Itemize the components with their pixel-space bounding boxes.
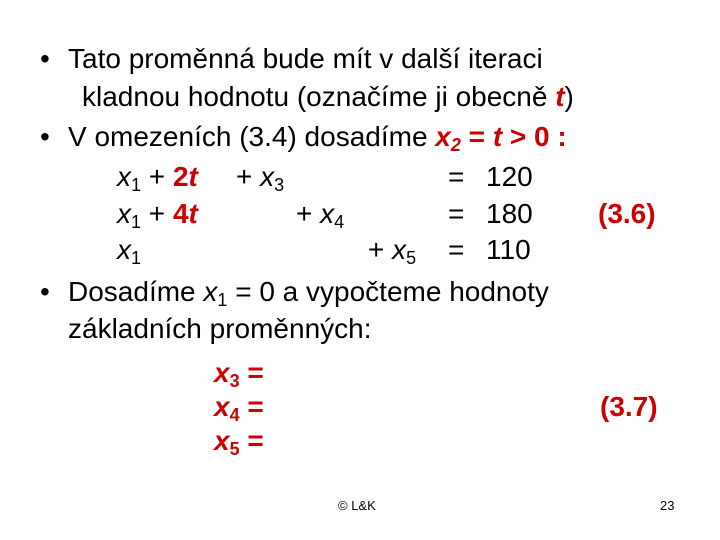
eq36-row1-term: + $x_3$ [236,161,285,195]
variable-t: t [555,81,565,112]
eq37-x4: $x_4$ = [214,391,264,425]
bullet-marker-2: • [40,121,50,152]
equals-sign: = [460,121,493,152]
variable-x2: $x_2$ [435,121,461,155]
eq36-row1-equals: = [448,161,465,192]
eq36-row2-equals: = [448,198,465,229]
bullet-1-line-2 [82,80,574,114]
bullet-3-line-1: Dosadíme $x_1 = 0$ a vypočteme hodnoty [68,276,549,310]
eq37-x3: $x_3$ = [214,357,264,391]
bullet-1-line-1: Tato proměnná bude mít v další iteraci [68,43,543,74]
page-number: 23 [660,498,675,513]
eq36-row3-equals: = [448,234,465,265]
eq36-row1-lhs: $x_1 + 2t$ [117,161,198,195]
eq36-row3-rhs: 110 [486,234,531,265]
footer-copyright: © L&K [338,498,376,513]
greater-than-zero: > 0 : [502,121,567,152]
variable-t: t [492,121,503,152]
eq37-x5: $x_5$ = [214,425,264,459]
eq37-label: (3.7) [600,391,658,422]
eq36-row2-term: + $x_4$ [296,198,345,232]
bullet-1-close: ) [564,81,574,112]
bullet-3-line-2: základních proměnných: [68,313,372,344]
eq36-row3-term: + $x_5$ [368,234,417,268]
eq36-row3-lhs: $x_1$ [117,234,142,268]
bullet-2-line [68,120,567,154]
bullet-1-text: kladnou hodnotu (označíme ji obecně [82,81,556,112]
bullet-2-text: V omezeních (3.4) dosadíme [68,121,436,152]
eq36-label: (3.6) [598,198,656,229]
eq36-row2-lhs: $x_1 + 4t$ [117,198,198,232]
eq36-row2-rhs: 180 [486,198,533,229]
bullet-marker-1: • [40,43,50,74]
bullet-marker-3: • [40,276,50,307]
eq36-row1-rhs: 120 [486,161,533,192]
